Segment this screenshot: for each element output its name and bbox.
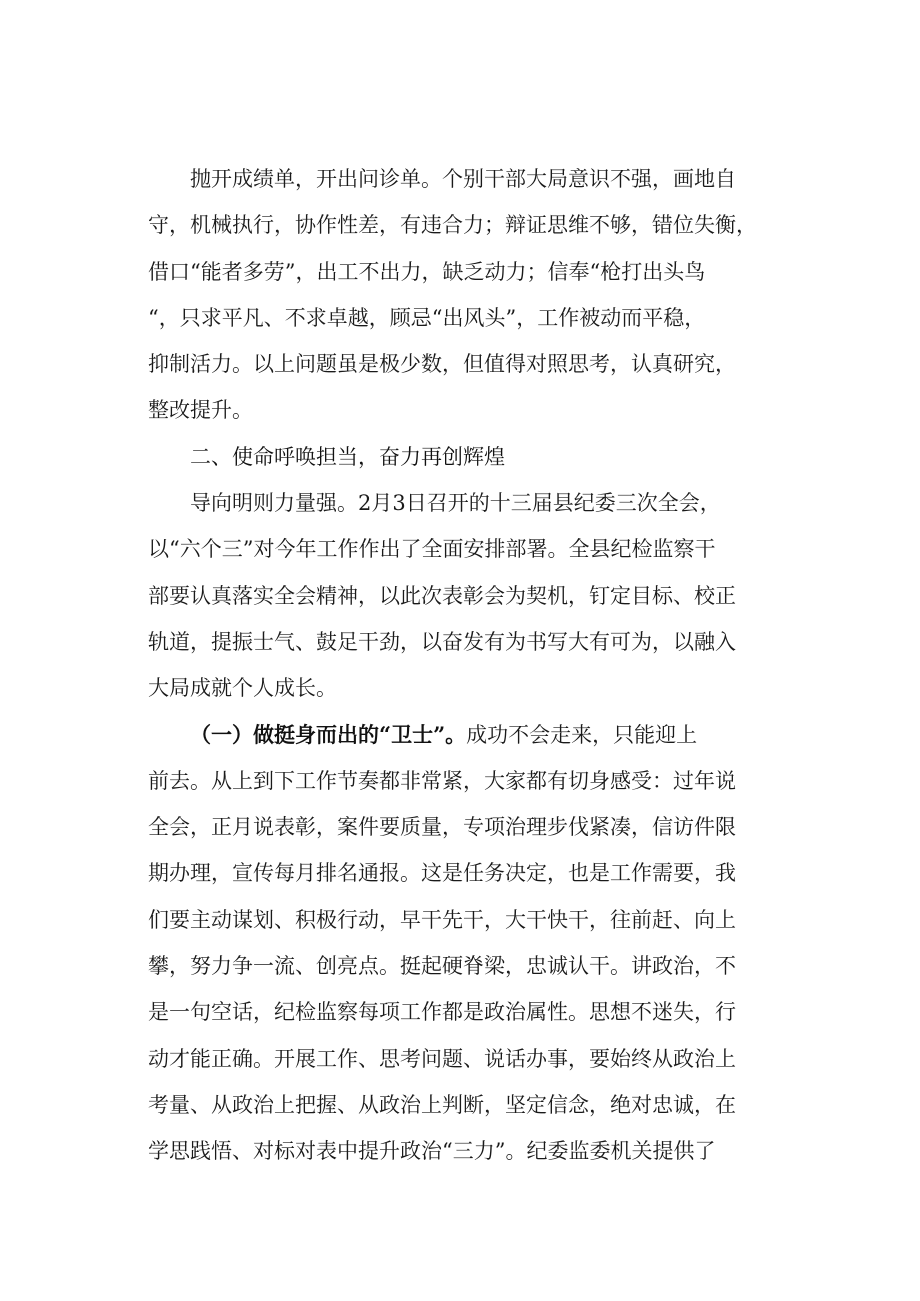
- paragraph-guardian: [148, 712, 798, 1175]
- text-line: 们要主动谋划、积极行动，早干先干，大干快干，往前赶、向上: [148, 907, 736, 932]
- text-line: 部要认真落实全会精神，以此次表彰会为契机，钉定目标、校正: [148, 583, 736, 608]
- text-line: 整改提升。: [148, 398, 253, 423]
- text-line: 抑制活力。以上问题虽是极少数，但值得对照思考，认真研究，: [148, 352, 736, 377]
- text-line: 期办理，宣传每月排名通报。这是任务决定，也是工作需要，我: [148, 861, 736, 886]
- text-line: 动才能正确。开展工作、思考问题、说话办事，要始终从政治上: [148, 1046, 736, 1071]
- text-line: 前去。从上到下工作节奏都非常紧，大家都有切身感受：过年说: [148, 768, 736, 793]
- text-line: [148, 712, 798, 758]
- document-page: [148, 156, 798, 1175]
- text-line: 抛开成绩单，开出问诊单。个别干部大局意识不强，画地自: [190, 167, 736, 191]
- text-run: 成功不会走来，只能迎上: [466, 722, 698, 747]
- text-line: 攀，努力争一流、创亮点。挺起硬脊梁，忠诚认干。讲政治，不: [148, 954, 736, 979]
- text-line: 借口“能者多劳”，出工不出力，缺乏动力；信奉“枪打出头鸟: [148, 259, 706, 284]
- text-line: “，只求平凡、不求卓越，顾忌“出风头”，工作被动而平稳，: [148, 305, 706, 330]
- section-heading: 二、使命呼唤担当，奋力再创辉煌: [190, 444, 505, 469]
- subsection-lead: （一）做挺身而出的“卫士”。: [190, 721, 467, 747]
- paragraph-direction: [148, 480, 798, 711]
- text-line: 导向明则力量强。2月3日召开的十三届县纪委三次全会，: [190, 491, 721, 516]
- text-line: 以“六个三”对今年工作作出了全面安排部署。全县纪检监察干: [148, 537, 716, 562]
- text-line: 守，机械执行，协作性差，有违合力；辩证思维不够，错位失衡，: [148, 213, 757, 238]
- text-line: 是一句空话，纪检监察每项工作都是政治属性。思想不迷失，行: [148, 1000, 736, 1025]
- paragraph-problems: [148, 156, 798, 434]
- text-line: 学思践悟、对标对表中提升政治“三力”。纪委监委机关提供了: [148, 1139, 716, 1164]
- text-line: 全会，正月说表彰，案件要质量，专项治理步伐紧凑，信访件限: [148, 815, 736, 840]
- text-line: 考量、从政治上把握、从政治上判断，坚定信念，绝对忠诚，在: [148, 1092, 736, 1117]
- text-line: 轨道，提振士气、鼓足干劲，以奋发有为书写大有可为，以融入: [148, 629, 736, 654]
- text-line: 大局成就个人成长。: [148, 676, 337, 701]
